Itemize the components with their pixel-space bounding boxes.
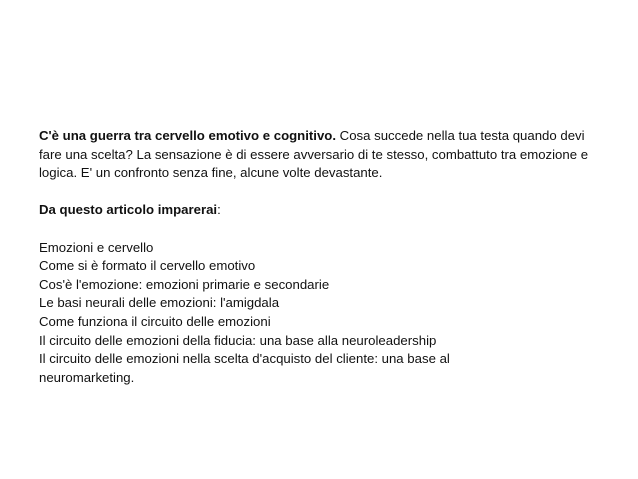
topic-list	[39, 239, 609, 388]
spacer	[39, 183, 609, 202]
topic-item: Il circuito delle emozioni nella scelta d'acquisto del cliente: una base al neuromarketing.	[39, 351, 450, 385]
topic-item: Le basi neurali delle emozioni: l'amigdala	[39, 295, 280, 311]
intro-paragraph	[39, 127, 609, 183]
topic-item: Cos'è l'emozione: emozioni primarie e secondarie	[39, 276, 330, 292]
topic-item: Come si è formato il cervello emotivo	[39, 258, 256, 274]
intro-text: Cosa succede nella tua testa quando devi fare una scelta? La sensazione è di essere avversario di te stesso, combattuto tra emozione e logica. E' un confronto senza fine, alcune volte devastante.	[39, 128, 589, 181]
topic-item: Il circuito delle emozioni della fiducia: una base alla neuroleadership	[39, 332, 437, 348]
intro-lead: C'è una guerra tra cervello emotivo e cognitivo.	[39, 128, 337, 143]
section-heading: Da questo articolo imparerai	[39, 202, 218, 218]
slide-content	[39, 127, 609, 387]
topic-item: Come funziona il circuito delle emozioni	[39, 313, 271, 329]
spacer	[39, 220, 609, 239]
section-heading-line	[39, 201, 609, 220]
section-colon: :	[217, 202, 221, 218]
topic-item: Emozioni e cervello	[39, 239, 154, 255]
